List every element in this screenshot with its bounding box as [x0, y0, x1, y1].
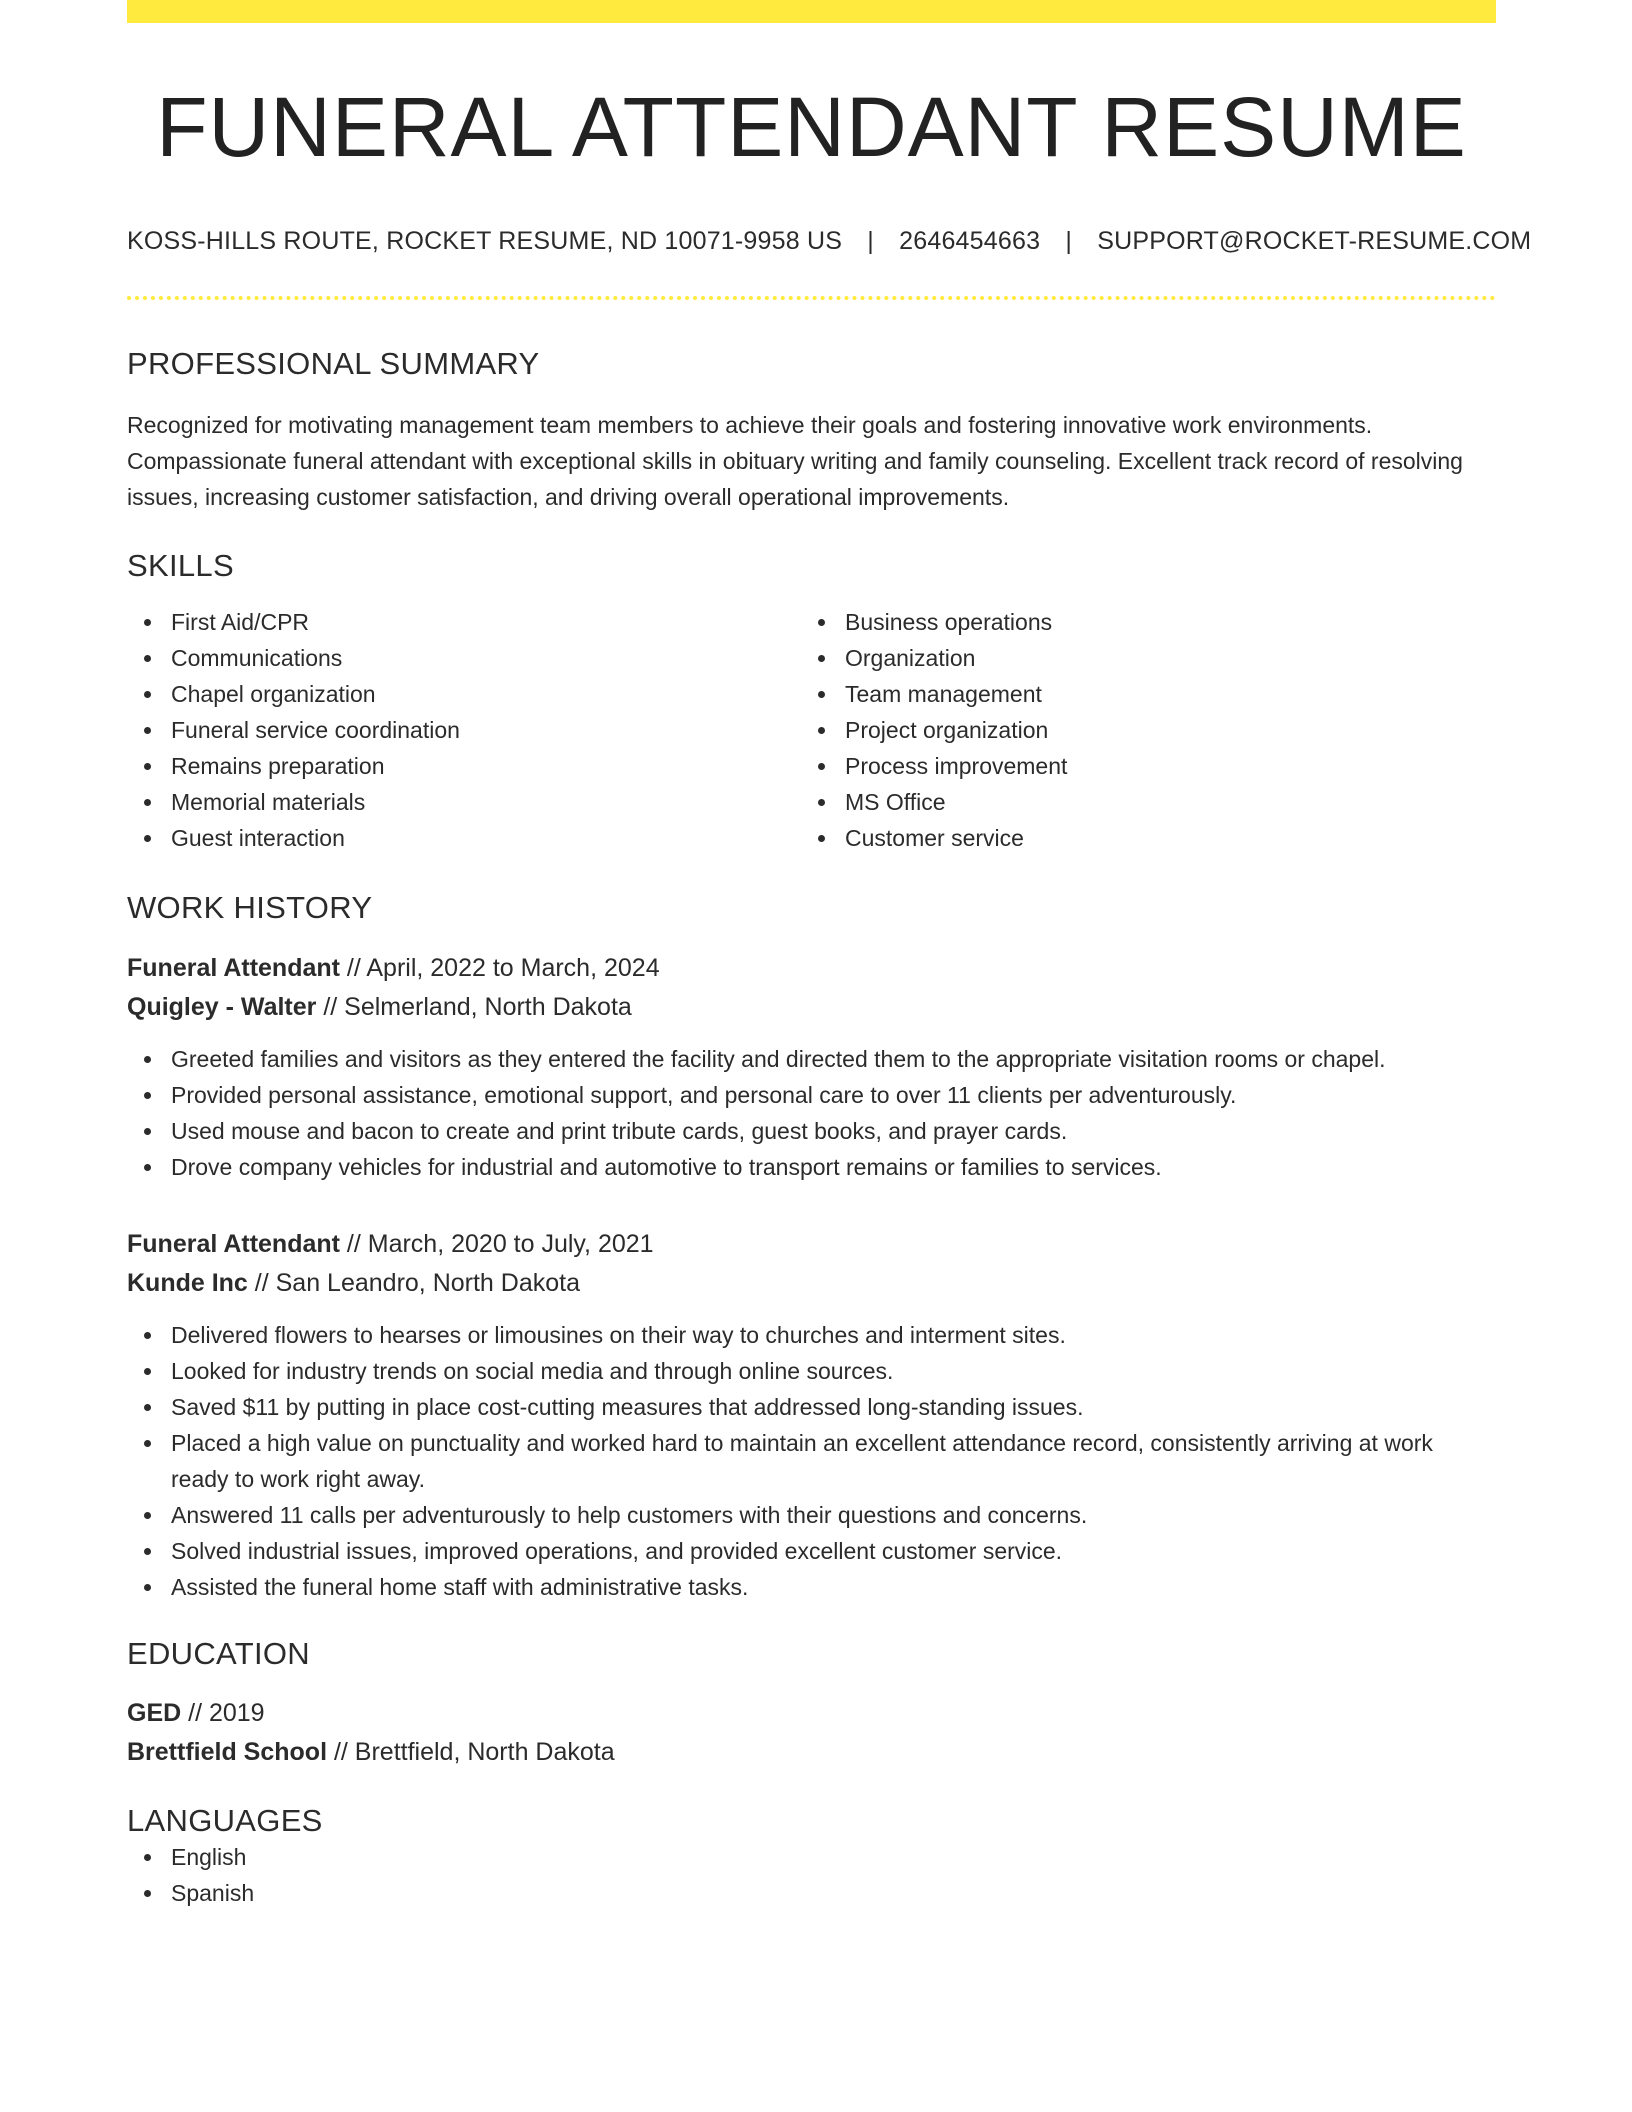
summary-heading: PROFESSIONAL SUMMARY [127, 346, 540, 381]
job-title-line [127, 949, 1496, 988]
summary-text: Recognized for motivating management team members to achieve their goals and fostering innovative work environments. Compassionate funeral attendant with exceptional skills in obituary writing and family counseling. Excellent track record of resolving issues, increasing customer satisfaction, and driving overall operational improvements. [127, 412, 1463, 511]
job-company-line [127, 988, 1496, 1027]
education-school-line [127, 1733, 1496, 1772]
contact-phone: 2646454663 [899, 227, 1041, 255]
dotted-divider [127, 296, 1496, 300]
contact-separator: | [1065, 227, 1073, 255]
skill-item: MS Office [801, 784, 1475, 820]
work-history-heading: WORK HISTORY [127, 890, 373, 926]
job-bullet: Greeted families and visitors as they entered the facility and directed them to the appropriate visitation rooms or chapel. [127, 1041, 1496, 1077]
resume-page [127, 0, 1532, 1911]
education-year: // 2019 [181, 1698, 265, 1727]
job-company: Quigley - Walter [127, 992, 317, 1021]
education-school: Brettfield School [127, 1737, 328, 1766]
job-location: // Selmerland, North Dakota [316, 992, 632, 1021]
skill-item: Remains preparation [127, 748, 801, 784]
job-bullet: Used mouse and bacon to create and print tribute cards, guest books, and prayer cards. [127, 1113, 1496, 1149]
education-degree: GED [127, 1698, 182, 1727]
contact-email: SUPPORT@ROCKET-RESUME.COM [1097, 227, 1532, 255]
skill-item: Process improvement [801, 748, 1475, 784]
skills-heading: SKILLS [127, 548, 234, 584]
education-degree-line [127, 1694, 1496, 1733]
job-bullet: Placed a high value on punctuality and worked hard to maintain an excellent attendance record, consistently arriving at work ready to work right away. [127, 1425, 1496, 1497]
skills-column-left [127, 604, 801, 856]
languages-list [127, 1839, 1496, 1911]
job-bullet: Answered 11 calls per adventurously to help customers with their questions and concerns. [127, 1497, 1496, 1533]
skill-item: Project organization [801, 712, 1475, 748]
job-bullets [127, 1317, 1496, 1605]
skills-column-right [801, 604, 1475, 856]
job-location: // San Leandro, North Dakota [247, 1268, 580, 1297]
job-company: Kunde Inc [127, 1268, 248, 1297]
skill-item: Chapel organization [127, 676, 801, 712]
skill-item: Funeral service coordination [127, 712, 801, 748]
skill-item: Memorial materials [127, 784, 801, 820]
skills-list-right [801, 604, 1475, 856]
skills-list-left [127, 604, 801, 856]
languages-heading: LANGUAGES [127, 1802, 323, 1838]
contact-line [127, 227, 1532, 256]
skill-item: Guest interaction [127, 820, 801, 856]
job-bullet: Drove company vehicles for industrial and automotive to transport remains or families to services. [127, 1149, 1496, 1185]
skill-item: Customer service [801, 820, 1475, 856]
skills-grid [127, 604, 1496, 856]
education-entry [127, 1694, 1496, 1772]
resume-title: FUNERAL ATTENDANT RESUME [156, 80, 1467, 174]
job-bullet: Solved industrial issues, improved operations, and provided excellent customer service. [127, 1533, 1496, 1569]
job-dates: // March, 2020 to July, 2021 [339, 1229, 654, 1258]
job-entry [127, 1225, 1496, 1605]
job-title: Funeral Attendant [127, 953, 340, 982]
skill-item: Organization [801, 640, 1475, 676]
job-bullet: Saved $11 by putting in place cost-cutting measures that addressed long-standing issues. [127, 1389, 1496, 1425]
contact-separator: | [867, 227, 874, 255]
job-company-line [127, 1264, 1496, 1303]
language-item: Spanish [127, 1875, 1496, 1911]
job-title: Funeral Attendant [127, 1229, 340, 1258]
education-location: // Brettfield, North Dakota [327, 1737, 615, 1766]
job-bullet: Provided personal assistance, emotional support, and personal care to over 11 clients per adventurously. [127, 1077, 1496, 1113]
job-entry [127, 949, 1496, 1185]
skill-item: Team management [801, 676, 1475, 712]
skill-item: Business operations [801, 604, 1475, 640]
language-item: English [127, 1839, 1496, 1875]
job-bullets [127, 1041, 1496, 1185]
contact-address: KOSS-HILLS ROUTE, ROCKET RESUME, ND 10071-9958 US [127, 227, 843, 255]
accent-bar [127, 0, 1496, 23]
skill-item: Communications [127, 640, 801, 676]
job-bullet: Looked for industry trends on social media and through online sources. [127, 1353, 1496, 1389]
job-bullet: Assisted the funeral home staff with administrative tasks. [127, 1569, 1496, 1605]
job-bullet: Delivered flowers to hearses or limousines on their way to churches and interment sites. [127, 1317, 1496, 1353]
education-heading: EDUCATION [127, 1635, 310, 1671]
job-dates: // April, 2022 to March, 2024 [339, 953, 660, 982]
skill-item: First Aid/CPR [127, 604, 801, 640]
job-title-line [127, 1225, 1496, 1264]
